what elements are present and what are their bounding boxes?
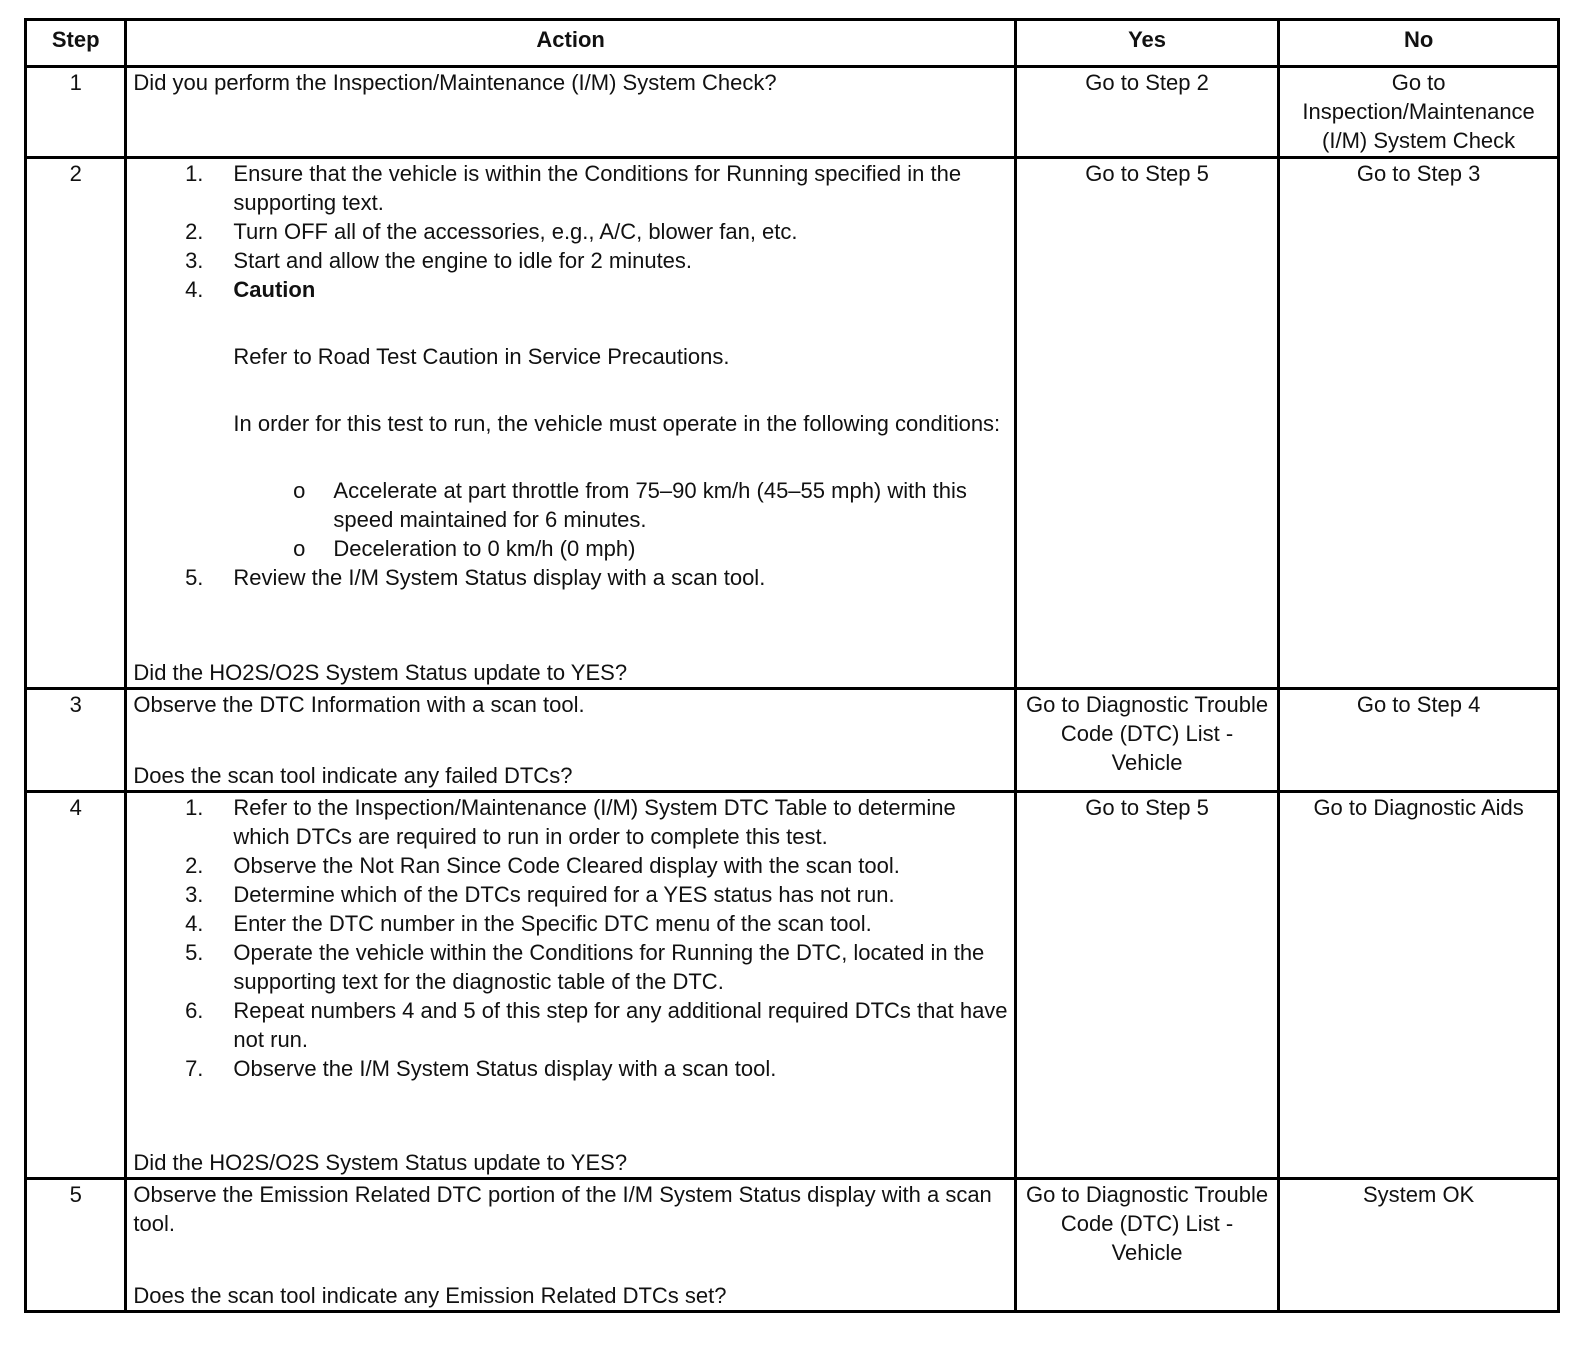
caution-heading: Caution xyxy=(233,277,316,302)
list-item: 2. Observe the Not Ran Since Code Cleared display with the scan tool. xyxy=(185,853,900,878)
header-step: Step xyxy=(26,20,126,67)
table-row xyxy=(26,158,1559,689)
action-cell xyxy=(126,1179,1015,1312)
list-item: 5. Operate the vehicle within the Conditions for Running the DTC, located in the supporting text for the diagnostic table of the DTC. xyxy=(185,940,985,994)
action-text: Observe the Emission Related DTC portion of the I/M System Status display with a scan tool. xyxy=(133,1182,992,1236)
header-no: No xyxy=(1279,20,1559,67)
list-item: 1. Ensure that the vehicle is within the Conditions for Running specified in the supporting text. xyxy=(185,161,962,215)
list-item: 4. Enter the DTC number in the Specific DTC menu of the scan tool. xyxy=(185,911,872,936)
conditions-list xyxy=(133,476,1007,563)
no-link[interactable]: Go to Step 3 xyxy=(1279,158,1559,689)
step-number: 1 xyxy=(26,67,126,158)
step-number: 2 xyxy=(26,158,126,689)
yes-link[interactable]: Go to Step 2 xyxy=(1015,67,1278,158)
no-link[interactable]: System OK xyxy=(1279,1179,1559,1312)
step-number: 5 xyxy=(26,1179,126,1312)
header-yes: Yes xyxy=(1015,20,1278,67)
yes-link[interactable]: Go to Step 5 xyxy=(1015,792,1278,1179)
yes-link[interactable]: Go to Diagnostic Trouble Code (DTC) List - Vehicle xyxy=(1015,689,1278,792)
action-question: Did the HO2S/O2S System Status update to YES? xyxy=(133,1150,628,1175)
list-item: 1. Refer to the Inspection/Maintenance (I/M) System DTC Table to determine which DTCs are required to run in order to complete this test. xyxy=(185,795,956,849)
diagnostic-table xyxy=(24,18,1560,1313)
list-item: 4. Caution Refer to Road Test Caution in Service Precautions. In order for this test to run, the vehicle must operate in the following conditions: xyxy=(133,275,1007,476)
action-text: Observe the DTC Information with a scan tool. xyxy=(133,692,585,717)
list-item: 5. Review the I/M System Status display with a scan tool. xyxy=(185,565,766,590)
list-item: 3. Start and allow the engine to idle for 2 minutes. xyxy=(185,248,693,273)
header-row xyxy=(26,20,1559,67)
caution-text: Refer to Road Test Caution in Service Precautions. xyxy=(233,344,730,369)
no-link[interactable]: Go to Step 4 xyxy=(1279,689,1559,792)
conditions-text: In order for this test to run, the vehicle must operate in the following conditions: xyxy=(233,411,1001,436)
list-item: 3. Determine which of the DTCs required for a YES status has not run. xyxy=(185,882,895,907)
no-link[interactable]: Go to Diagnostic Aids xyxy=(1279,792,1559,1179)
action-list xyxy=(133,159,1007,476)
no-link[interactable]: Go to Inspection/Maintenance (I/M) System Check xyxy=(1279,67,1559,158)
action-cell xyxy=(126,792,1015,1179)
action-cell xyxy=(126,67,1015,158)
yes-link[interactable]: Go to Diagnostic Trouble Code (DTC) List - Vehicle xyxy=(1015,1179,1278,1312)
list-item: 2. Turn OFF all of the accessories, e.g., A/C, blower fan, etc. xyxy=(185,219,798,244)
action-cell xyxy=(126,158,1015,689)
action-question: Did the HO2S/O2S System Status update to YES? xyxy=(133,660,628,685)
step-number: 3 xyxy=(26,689,126,792)
table-row xyxy=(26,689,1559,792)
action-cell xyxy=(126,689,1015,792)
action-question: Does the scan tool indicate any failed DTCs? xyxy=(133,763,573,788)
list-item: o Accelerate at part throttle from 75–90 km/h (45–55 mph) with this speed maintained for 6 minutes. xyxy=(293,478,967,532)
step-number: 4 xyxy=(26,792,126,1179)
yes-link[interactable]: Go to Step 5 xyxy=(1015,158,1278,689)
header-action: Action xyxy=(126,20,1015,67)
list-item: 6. Repeat numbers 4 and 5 of this step for any additional required DTCs that have not run. xyxy=(185,998,1008,1052)
list-item: o Deceleration to 0 km/h (0 mph) xyxy=(293,536,636,561)
table-row xyxy=(26,67,1559,158)
diagnostic-page xyxy=(24,18,1560,1313)
table-row xyxy=(26,792,1559,1179)
action-question: Does the scan tool indicate any Emission Related DTCs set? xyxy=(133,1283,727,1308)
table-row xyxy=(26,1179,1559,1312)
action-list xyxy=(133,793,1007,1083)
list-item: 7. Observe the I/M System Status display with a scan tool. xyxy=(185,1056,777,1081)
action-question: Did you perform the Inspection/Maintenance (I/M) System Check? xyxy=(133,70,777,95)
